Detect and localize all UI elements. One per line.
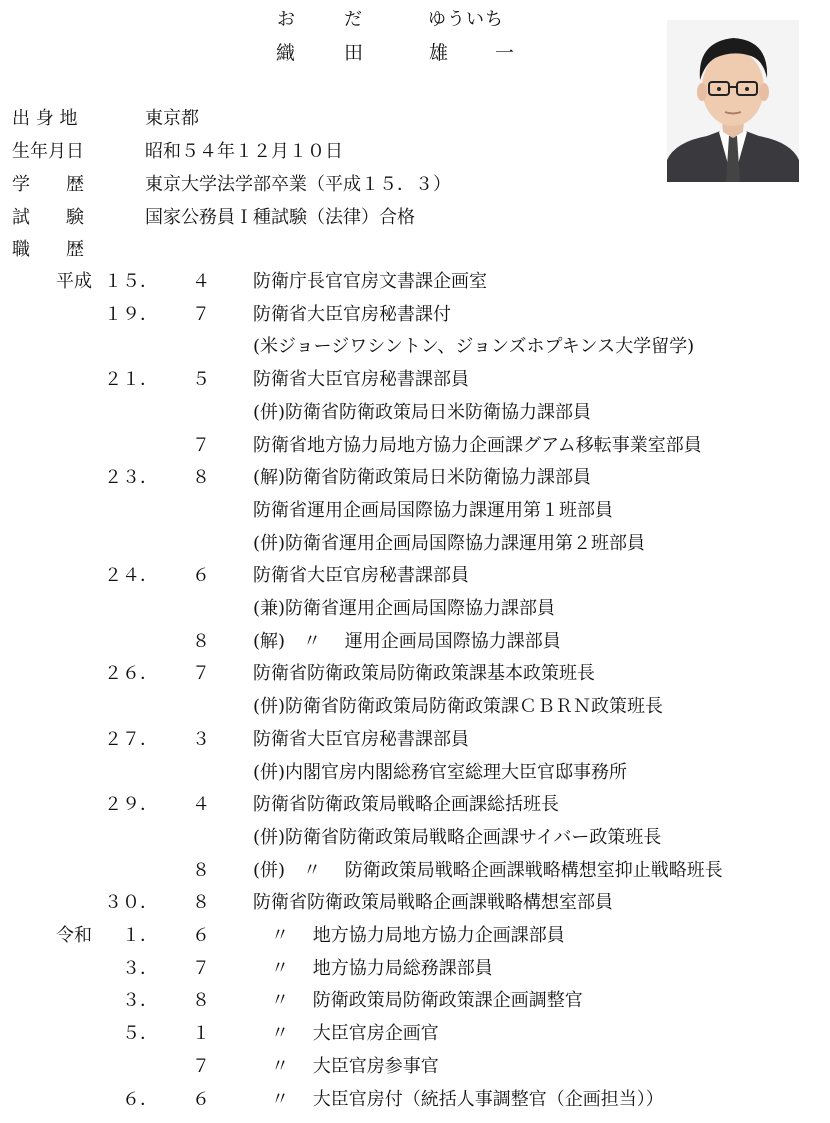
career-month: ８ [192,467,210,489]
career-year: ３０． [104,892,158,914]
career-row [0,728,830,760]
profile-label-education: 学 歴 [12,174,84,195]
name-char-2: 田 [344,42,364,64]
profile-value-birthdate: 昭和５４年１２月１０日 [145,141,343,162]
name-char-4: 一 [495,42,515,64]
career-month: １ [192,1023,210,1045]
career-position: (併) 〃 防衛政策局戦略企画課戦略構想室抑止戦略班長 [253,859,723,881]
profile-label-exam: 試 験 [12,207,84,228]
career-row [0,761,830,793]
career-position: (併)防衛省防衛政策局戦略企画課サイバー政策班長 [253,826,662,848]
career-year: ２６． [104,663,158,685]
career-position: 防衛省地方協力局地方協力企画課グアム移転事業室部員 [253,434,702,456]
career-row [0,662,830,694]
portrait-illustration [667,20,799,182]
furigana-family-2: だ [344,9,363,30]
career-position: 防衛省大臣官房秘書課部員 [253,728,469,750]
career-position: 防衛省大臣官房秘書課部員 [253,565,469,587]
career-month: ６ [192,1088,210,1110]
career-position: (併)内閣官房内閣総務官室総理大臣官邸事務所 [253,761,628,783]
career-row [0,532,830,564]
career-position: (解) 〃 運用企画局国際協力課部員 [253,630,561,652]
career-row [0,564,830,596]
career-month: ６ [192,565,210,587]
career-year: ３． [104,957,158,979]
career-era: 令和 [56,925,92,946]
career-row [0,499,830,531]
career-year: ６． [104,1088,158,1110]
career-year: ５． [104,1023,158,1045]
career-row [0,335,830,367]
career-month: ７ [192,303,210,325]
career-row [0,957,830,989]
career-month: ５ [192,369,210,391]
career-month: ４ [192,794,210,816]
career-year: ２９． [104,794,158,816]
career-era: 平成 [56,271,92,292]
career-month: ７ [192,663,210,685]
career-position: 〃 防衛政策局防衛政策課企画調整官 [253,990,583,1012]
portrait-photo [667,20,799,182]
profile-label-career: 職 歴 [12,239,84,260]
profile-label-birthplace: 出 身 地 [12,108,78,129]
career-month: ６ [192,925,210,946]
career-month: ３ [192,728,210,750]
career-position: (併)防衛省防衛政策局日米防衛協力課部員 [253,401,592,423]
career-row [0,826,830,858]
profile-value-exam: 国家公務員Ｉ種試験（法律）合格 [145,207,415,228]
career-year: １９． [104,303,158,325]
career-row [0,368,830,400]
career-position: (併)防衛省防衛政策局防衛政策課ＣＢＲＮ政策班長 [253,696,664,718]
career-month: ８ [192,630,210,652]
profile-value-education: 東京大学法学部卒業（平成１５．３） [145,174,451,195]
career-position: (米ジョージワシントン、ジョンズホプキンス大学留学) [253,336,695,358]
career-year: ２３． [104,467,158,489]
furigana-family-1: お [277,9,296,30]
career-row [0,270,830,302]
profile-label-birthdate: 生年月日 [12,141,84,162]
profile-value-birthplace: 東京都 [145,108,199,129]
career-month: ７ [192,957,210,979]
career-row [0,1088,830,1120]
career-position: 防衛省運用企画局国際協力課運用第１班部員 [253,499,613,521]
career-year: ３． [104,990,158,1012]
career-month: ７ [192,434,210,456]
career-month: ８ [192,990,210,1012]
career-row [0,859,830,891]
career-row [0,695,830,727]
career-row [0,1055,830,1087]
career-position: 〃 地方協力局総務課部員 [253,957,493,979]
career-position: 〃 大臣官房参事官 [253,1055,439,1077]
career-row [0,303,830,335]
career-position: 防衛省大臣官房秘書課部員 [253,369,469,391]
career-year: ２４． [104,565,158,587]
career-position: (解)防衛省防衛政策局日米防衛協力課部員 [253,467,592,489]
career-month: ８ [192,859,210,881]
career-row [0,630,830,662]
career-year: １５． [104,271,158,292]
career-year: ２７． [104,728,158,750]
career-row [0,466,830,498]
career-row [0,401,830,433]
furigana-given: ゆういち [428,9,504,30]
career-row [0,924,830,956]
name-char-3: 雄 [429,42,449,64]
career-month: ４ [192,271,210,292]
career-year: １． [104,925,158,946]
career-position: 〃 大臣官房企画官 [253,1023,439,1045]
career-position: 防衛省防衛政策局戦略企画課総括班長 [253,794,559,816]
career-position: 防衛省大臣官房秘書課付 [253,303,451,325]
career-row [0,597,830,629]
career-month: ７ [192,1055,210,1077]
career-position: 防衛省防衛政策局防衛政策課基本政策班長 [253,663,595,685]
career-position: (兼)防衛省運用企画局国際協力課部員 [253,598,556,619]
career-row [0,989,830,1021]
career-year: ２１． [104,369,158,391]
career-row [0,793,830,825]
career-row [0,434,830,466]
career-position: 〃 地方協力局地方協力企画課部員 [253,925,565,946]
career-month: ８ [192,892,210,914]
career-position: 〃 大臣官房付（統括人事調整官（企画担当）） [253,1088,664,1110]
career-position: (併)防衛省運用企画局国際協力課運用第２班部員 [253,532,646,554]
career-row [0,891,830,923]
career-position: 防衛庁長官官房文書課企画室 [253,271,487,292]
career-row [0,1022,830,1054]
name-char-1: 織 [276,42,296,64]
career-position: 防衛省防衛政策局戦略企画課戦略構想室部員 [253,892,613,914]
